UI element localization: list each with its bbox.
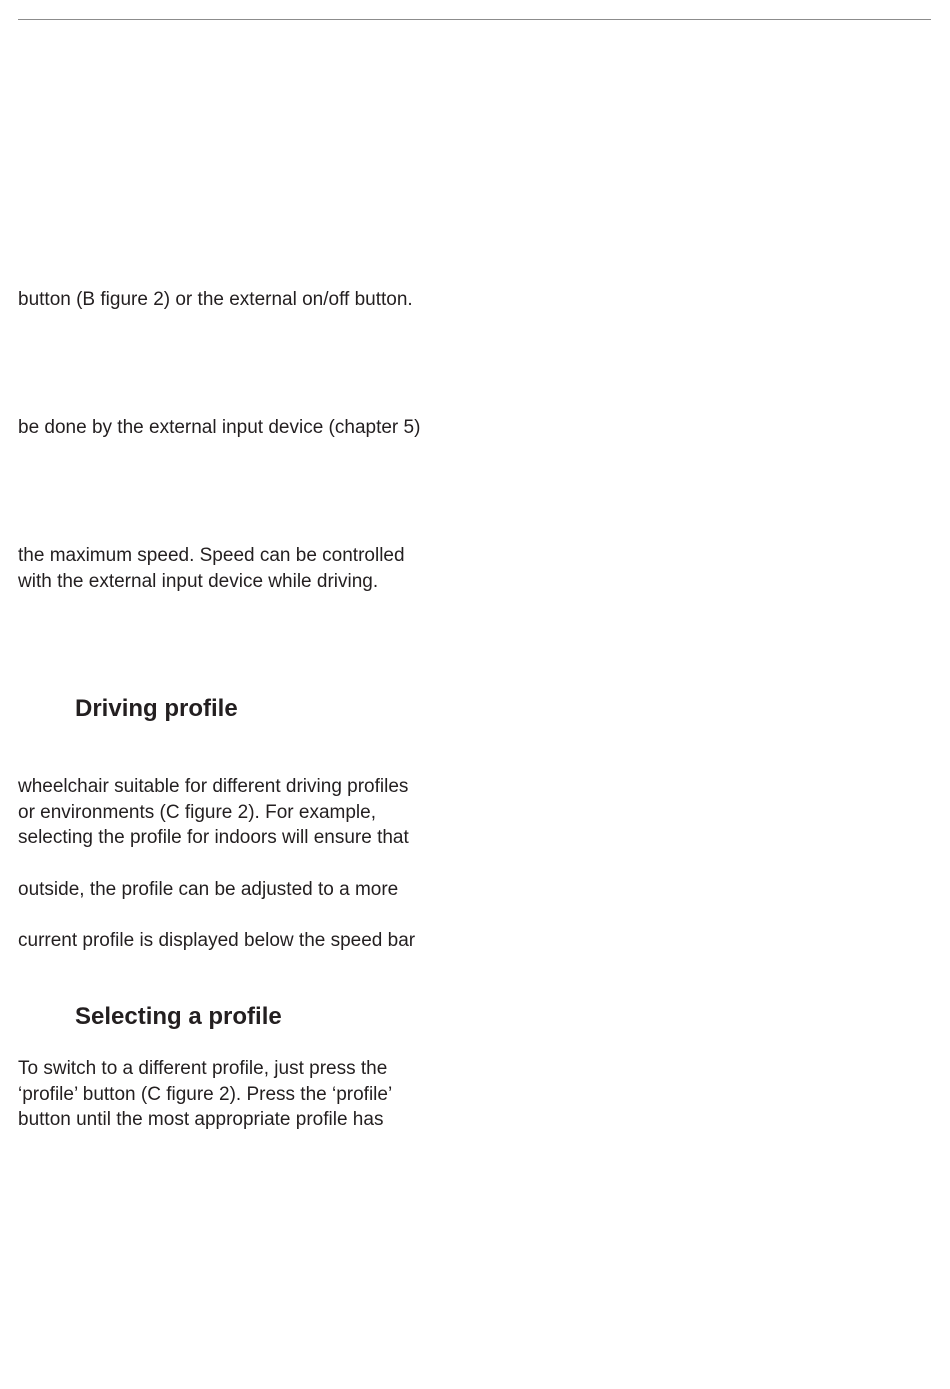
driving-profile-text-line: outside, the profile can be adjusted to a more	[18, 879, 399, 900]
input-device-text-line: be done by the external input device (chapter 5)	[18, 417, 421, 438]
speed-text-line: with the external input device while driving.	[18, 571, 379, 592]
selecting-profile-text-line: To switch to a different profile, just press the	[18, 1058, 388, 1079]
speed-text-line: the maximum speed. Speed can be controlled	[18, 545, 405, 566]
driving-profile-text-line: wheelchair suitable for different driving profiles	[18, 776, 409, 797]
power-text-line: button (B figure 2) or the external on/off button.	[18, 289, 413, 310]
selecting-profile-text-line: ‘profile’ button (C figure 2). Press the ‘profile’	[18, 1084, 393, 1105]
driving-profile-text-line: or environments (C figure 2). For example,	[18, 802, 376, 823]
driving-profile-text-line: selecting the profile for indoors will ensure that	[18, 827, 409, 848]
selecting-profile-heading: Selecting a profile	[75, 1003, 282, 1030]
header-rule	[18, 19, 931, 20]
selecting-profile-text-line: button until the most appropriate profile has	[18, 1109, 384, 1130]
driving-profile-heading: Driving profile	[75, 695, 238, 722]
driving-profile-text-line: current profile is displayed below the speed bar	[18, 930, 416, 951]
